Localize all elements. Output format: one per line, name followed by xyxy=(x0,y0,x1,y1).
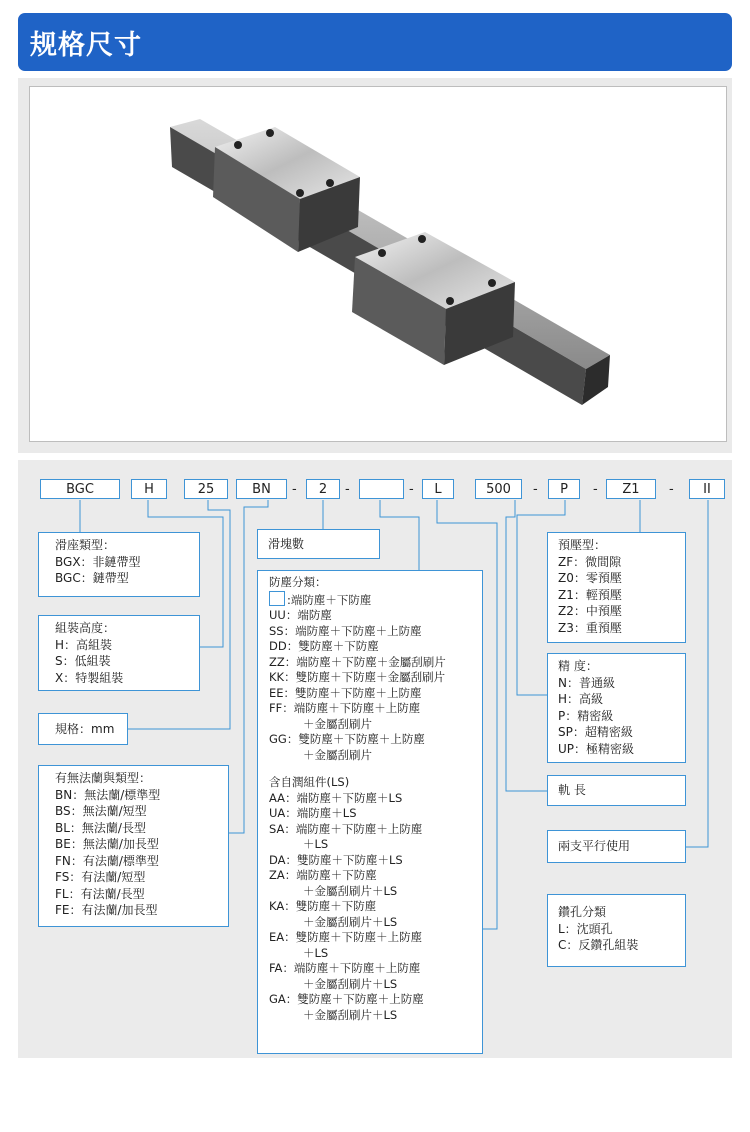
block-qty-box xyxy=(257,529,380,559)
part-code-hole: L xyxy=(422,479,454,499)
box-heading: 滑塊數 xyxy=(268,537,305,551)
option-line: DD：雙防塵＋下防塵 xyxy=(269,639,379,653)
option-line: AA：端防塵＋下防塵＋LS xyxy=(269,790,403,805)
part-code-separator: - xyxy=(533,482,538,497)
option-line-cont: ＋LS xyxy=(303,837,329,851)
option-line: Z2：中預壓 xyxy=(558,604,622,618)
box-subheading: 含自潤組件(LS) xyxy=(269,775,350,789)
option-line: GG：雙防塵＋下防塵＋上防塵 xyxy=(269,732,425,746)
option-line: FN：有法蘭/標準型 xyxy=(55,853,159,868)
option-line: FE：有法蘭/加長型 xyxy=(55,903,158,917)
box-heading: 鑽孔分類 xyxy=(558,905,607,919)
box-heading: 滑座類型： xyxy=(55,538,116,552)
option-line: N：普通級 xyxy=(558,675,615,690)
parallel-use-box xyxy=(547,830,686,863)
option-line: Z3：重預壓 xyxy=(558,620,622,635)
option-line: C：反鑽孔組裝 xyxy=(558,938,639,952)
connector-line xyxy=(380,500,419,570)
part-code-preload: Z1 xyxy=(606,479,656,499)
option-line: FS：有法蘭/短型 xyxy=(55,870,146,884)
part-code-size: 25 xyxy=(184,479,228,499)
option-desc: :端防塵＋下防塵 xyxy=(287,592,372,607)
box-heading: 有無法蘭與類型： xyxy=(55,771,152,785)
option-line: BGC：鏈帶型 xyxy=(55,571,129,585)
option-line: UP：極精密級 xyxy=(558,741,635,756)
option-line: EE：雙防塵＋下防塵＋上防塵 xyxy=(269,685,422,700)
rail-length-box xyxy=(547,775,686,806)
option-line: DA：雙防塵＋下防塵＋LS xyxy=(269,852,403,867)
option-line: KA：雙防塵＋下防塵 xyxy=(269,899,377,913)
option-line: UA：端防塵＋LS xyxy=(269,806,357,820)
option-line-cont: ＋金屬刮刷片 xyxy=(303,747,372,762)
option-line: P：精密級 xyxy=(558,708,614,723)
option-line-cont: ＋金屬刮刷片＋LS xyxy=(303,914,398,929)
connector-line xyxy=(506,500,547,791)
accuracy-box xyxy=(547,653,686,763)
part-code-flange: BN xyxy=(236,479,287,499)
option-line-cont: ＋金屬刮刷片＋LS xyxy=(303,1007,398,1022)
option-line: KK：雙防塵＋下防塵＋金屬刮刷片 xyxy=(269,670,446,684)
option-line: BE：無法蘭/加長型 xyxy=(55,837,159,851)
box-heading: 兩支平行使用 xyxy=(558,839,631,853)
option-line: BN：無法蘭/標準型 xyxy=(55,787,161,802)
part-code-separator: - xyxy=(593,482,598,497)
option-line: EA：雙防塵＋下防塵＋上防塵 xyxy=(269,930,423,944)
box-heading: 防塵分類： xyxy=(269,575,327,589)
option-line: FA：端防塵＋下防塵＋上防塵 xyxy=(269,961,421,975)
dust-proof-box xyxy=(257,570,483,1054)
block-type-box xyxy=(38,532,200,597)
part-code-separator: - xyxy=(292,482,297,497)
option-line: ZF：微間隙 xyxy=(558,554,622,569)
option-line: Z0：零預壓 xyxy=(558,571,622,585)
option-line: ZA：端防塵＋下防塵 xyxy=(269,868,377,882)
box-heading: 軌 長 xyxy=(558,783,586,797)
option-line: H：高級 xyxy=(558,692,604,706)
option-line: BGX：非鏈帶型 xyxy=(55,554,141,569)
preload-box xyxy=(547,532,686,643)
option-line: FL：有法蘭/長型 xyxy=(55,886,145,901)
option-line: FF：端防塵＋下防塵＋上防塵 xyxy=(269,701,421,715)
option-line-cont: ＋LS xyxy=(303,945,329,960)
blank-code-swatch xyxy=(269,591,285,606)
part-code-parallel: II xyxy=(689,479,725,499)
option-line: UU：端防塵 xyxy=(269,608,332,622)
part-code-height: H xyxy=(131,479,167,499)
box-heading: 預壓型： xyxy=(558,538,607,552)
option-line: H：高組裝 xyxy=(55,637,113,652)
option-line: L：沈頭孔 xyxy=(558,921,613,936)
part-code-separator: - xyxy=(345,482,350,497)
connector-line xyxy=(686,500,708,847)
part-code-accuracy: P xyxy=(548,479,580,499)
part-code-qty: 2 xyxy=(306,479,340,499)
assembly-height-box xyxy=(38,615,200,691)
page-title: 规格尺寸 xyxy=(30,30,142,61)
option-line xyxy=(269,591,482,609)
option-line: X：特製組裝 xyxy=(55,670,124,685)
option-line-cont: ＋金屬刮刷片＋LS xyxy=(303,976,398,991)
option-line: BS：無法蘭/短型 xyxy=(55,804,147,818)
part-code-separator: - xyxy=(409,482,414,497)
flange-type-box xyxy=(38,765,229,927)
option-line-cont: ＋金屬刮刷片 xyxy=(303,716,372,731)
hole-type-box xyxy=(547,894,686,967)
size-box xyxy=(38,713,128,745)
box-heading: 規格：mm xyxy=(55,722,115,736)
option-line: ZZ：端防塵＋下防塵＋金屬刮刷片 xyxy=(269,654,446,669)
box-heading: 組裝高度： xyxy=(55,621,116,635)
option-line: BL：無法蘭/長型 xyxy=(55,820,146,835)
part-code-series: BGC xyxy=(40,479,120,499)
option-line: S：低組裝 xyxy=(55,654,111,668)
part-code-dust xyxy=(359,479,404,499)
option-line: GA：雙防塵＋下防塵＋上防塵 xyxy=(269,992,424,1006)
option-line: Z1：輕預壓 xyxy=(558,587,622,602)
box-heading: 精 度： xyxy=(558,659,598,673)
option-line: SP：超精密級 xyxy=(558,725,633,739)
part-code-separator: - xyxy=(669,482,674,497)
option-line: SA：端防塵＋下防塵＋上防塵 xyxy=(269,821,423,836)
option-line: SS：端防塵＋下防塵＋上防塵 xyxy=(269,623,422,638)
option-line-cont: ＋金屬刮刷片＋LS xyxy=(303,883,398,898)
part-code-length: 500 xyxy=(475,479,522,499)
